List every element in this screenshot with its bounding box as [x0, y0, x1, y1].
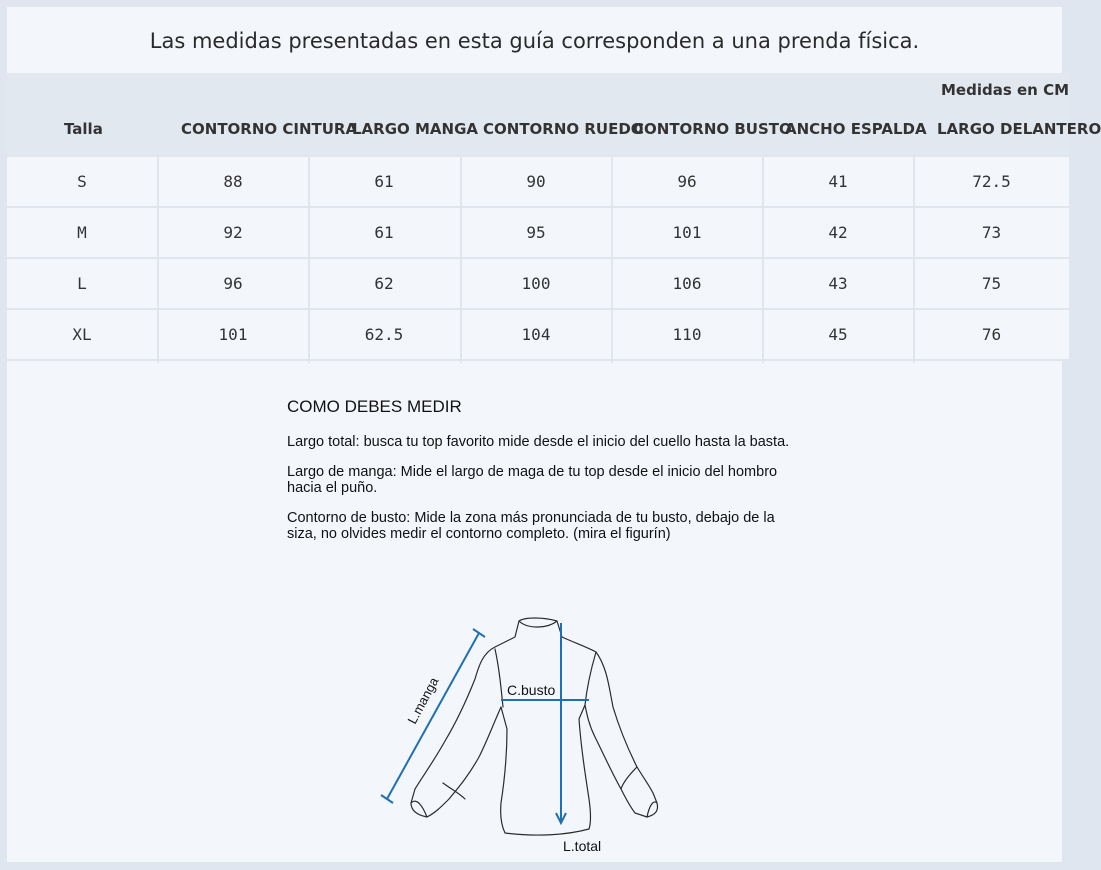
notice-text: Las medidas presentadas en esta guía corresponden a una prenda física. [149, 29, 920, 53]
measure-cell: 106 [612, 258, 762, 309]
table-row [7, 207, 1069, 258]
header-contorno-cintura: CONTORNO CINTURA [181, 120, 358, 138]
table-row [7, 258, 1069, 309]
measure-cell: 92 [158, 207, 308, 258]
table-row [7, 309, 1069, 360]
measure-cell: 101 [612, 207, 762, 258]
bust-label: C.busto [507, 682, 556, 698]
column-divider [762, 156, 764, 363]
measuring-guide [287, 397, 807, 556]
header-ancho-espalda: ANCHO ESPALDA [785, 120, 927, 138]
measure-cell: 104 [461, 309, 611, 360]
size-cell: M [7, 207, 157, 258]
table-row [7, 156, 1069, 207]
table-header [7, 73, 1101, 156]
measure-cell: 75 [914, 258, 1069, 309]
measure-cell: 110 [612, 309, 762, 360]
measure-cell: 100 [461, 258, 611, 309]
sleeve-measure-cap-bottom [381, 795, 393, 803]
row-divider [7, 257, 1069, 259]
guide-largo-total: Largo total: busca tu top favorito mide desde el inicio del cuello hasta la basta. [287, 434, 790, 450]
measure-cell: 96 [158, 258, 308, 309]
measure-cell: 72.5 [914, 156, 1069, 207]
measure-cell: 61 [309, 156, 459, 207]
header-contorno-busto: CONTORNO BUSTO [633, 120, 792, 138]
row-divider [7, 206, 1069, 208]
size-cell: L [7, 258, 157, 309]
measure-cell: 90 [461, 156, 611, 207]
garment-figure [367, 607, 707, 862]
column-divider [308, 156, 310, 363]
size-cell: S [7, 156, 157, 207]
header-largo-manga: LARGO MANGA [352, 120, 479, 138]
column-divider [913, 156, 915, 363]
size-guide-panel [7, 7, 1101, 862]
measure-cell: 41 [763, 156, 913, 207]
measure-cell: 96 [612, 156, 762, 207]
header-contorno-ruedo: CONTORNO RUEDO [483, 120, 644, 138]
total-label: L.total [563, 838, 602, 854]
column-divider [611, 156, 613, 363]
measure-cell: 61 [309, 207, 459, 258]
sleeve-label: L.manga [404, 674, 442, 727]
column-divider [460, 156, 462, 363]
guide-largo-manga: Largo de manga: Mide el largo de maga de tu top desde el inicio del hombro hacia el puño. [287, 464, 778, 496]
row-divider [7, 308, 1069, 310]
measure-cell: 101 [158, 309, 308, 360]
header-largo-delantero: LARGO DELANTERO [937, 120, 1101, 138]
row-divider [7, 155, 1069, 157]
measure-cell: 42 [763, 207, 913, 258]
measure-cell: 45 [763, 309, 913, 360]
measure-cell: 95 [461, 207, 611, 258]
measure-cell: 62.5 [309, 309, 459, 360]
guide-title: COMO DEBES MEDIR [287, 397, 462, 416]
guide-contorno-busto: Contorno de busto: Mide la zona más pronunciada de tu busto, debajo de la siza, no olvides medir el contorno completo. (mira el figurín) [287, 510, 775, 542]
measure-cell: 88 [158, 156, 308, 207]
header-talla: Talla [64, 120, 103, 138]
row-divider [7, 359, 1069, 361]
garment-outline [411, 618, 658, 835]
measure-cell: 76 [914, 309, 1069, 360]
measure-cell: 62 [309, 258, 459, 309]
sleeve-measure-line [387, 633, 479, 799]
measure-cell: 43 [763, 258, 913, 309]
measure-cell: 73 [914, 207, 1069, 258]
size-cell: XL [7, 309, 157, 360]
column-divider [157, 156, 159, 363]
sleeve-measure-cap-top [473, 629, 485, 637]
units-label: Medidas en CM [941, 81, 1069, 99]
